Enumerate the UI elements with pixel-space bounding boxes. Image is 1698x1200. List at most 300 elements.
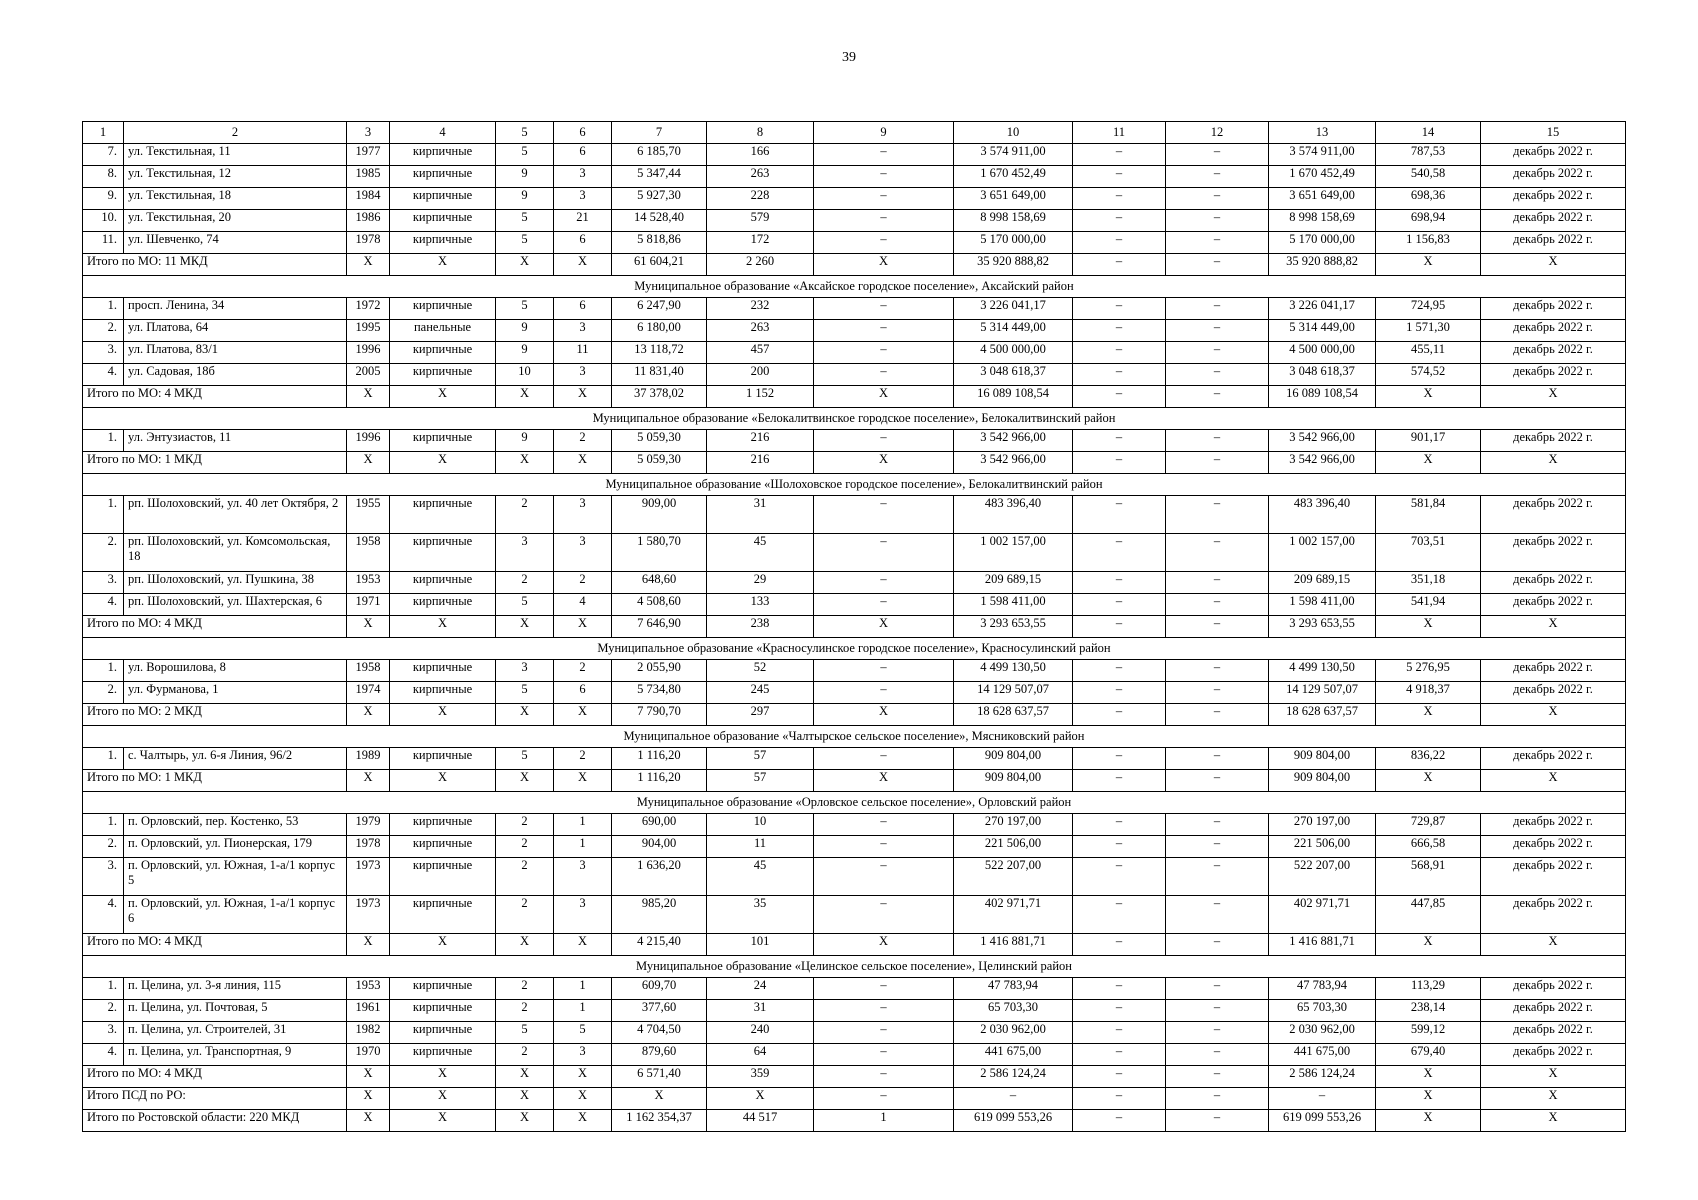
table-cell: 221 506,00 xyxy=(954,836,1073,858)
table-cell: 402 971,71 xyxy=(954,896,1073,934)
total-cell: X xyxy=(1376,770,1481,792)
header-cell: 6 xyxy=(554,122,612,144)
table-cell: – xyxy=(814,814,954,836)
table-cell: 4. xyxy=(83,594,124,616)
total-cell: 2 260 xyxy=(707,254,814,276)
grand-total-cell: X xyxy=(347,1088,390,1110)
table-cell: 648,60 xyxy=(612,572,707,594)
table-cell: кирпичные xyxy=(390,748,496,770)
table-cell: 447,85 xyxy=(1376,896,1481,934)
table-cell: 4. xyxy=(83,364,124,386)
table-cell: 1. xyxy=(83,748,124,770)
table-cell: – xyxy=(1166,144,1269,166)
header-cell: 13 xyxy=(1269,122,1376,144)
table-cell: 787,53 xyxy=(1376,144,1481,166)
total-label: Итого по МО: 11 МКД xyxy=(83,254,347,276)
total-cell: 1 116,20 xyxy=(612,770,707,792)
total-cell: X xyxy=(1376,704,1481,726)
table-cell: 1961 xyxy=(347,1000,390,1022)
table-cell: 166 xyxy=(707,144,814,166)
header-cell: 10 xyxy=(954,122,1073,144)
table-cell: 579 xyxy=(707,210,814,232)
total-cell: – xyxy=(1073,452,1166,474)
table-cell: 5 818,86 xyxy=(612,232,707,254)
grand-total-cell: – xyxy=(1073,1088,1166,1110)
table-cell: 3 xyxy=(496,660,554,682)
table-cell: 228 xyxy=(707,188,814,210)
table-cell: – xyxy=(1073,342,1166,364)
table-cell: 1 156,83 xyxy=(1376,232,1481,254)
table-cell: – xyxy=(1166,594,1269,616)
total-cell: X xyxy=(347,704,390,726)
table-cell: декабрь 2022 г. xyxy=(1481,896,1626,934)
table-cell: 200 xyxy=(707,364,814,386)
total-cell: 3 293 653,55 xyxy=(1269,616,1376,638)
table-cell: – xyxy=(1166,814,1269,836)
table-cell: декабрь 2022 г. xyxy=(1481,1022,1626,1044)
address-cell: ул. Текстильная, 12 xyxy=(124,166,347,188)
table-cell: 1996 xyxy=(347,430,390,452)
header-cell: 4 xyxy=(390,122,496,144)
table-cell: 21 xyxy=(554,210,612,232)
grand-total-cell: X xyxy=(554,1110,612,1132)
grand-total-cell: X xyxy=(1376,1088,1481,1110)
table-cell: декабрь 2022 г. xyxy=(1481,144,1626,166)
total-cell: – xyxy=(1073,770,1166,792)
table-cell: 377,60 xyxy=(612,1000,707,1022)
table-cell: 441 675,00 xyxy=(1269,1044,1376,1066)
table-cell: декабрь 2022 г. xyxy=(1481,188,1626,210)
table-cell: 5 xyxy=(496,748,554,770)
total-cell: X xyxy=(1481,934,1626,956)
table-cell: – xyxy=(1073,748,1166,770)
table-cell: 2 030 962,00 xyxy=(954,1022,1073,1044)
table-cell: – xyxy=(1073,496,1166,534)
total-cell: X xyxy=(1481,452,1626,474)
address-cell: п. Орловский, ул. Пионерская, 179 xyxy=(124,836,347,858)
header-cell: 5 xyxy=(496,122,554,144)
grand-total-cell: 619 099 553,26 xyxy=(954,1110,1073,1132)
grand-total-label: Итого по Ростовской области: 220 МКД xyxy=(83,1110,347,1132)
table-cell: – xyxy=(814,210,954,232)
table-cell: декабрь 2022 г. xyxy=(1481,430,1626,452)
table-cell: кирпичные xyxy=(390,836,496,858)
total-cell: 2 586 124,24 xyxy=(954,1066,1073,1088)
total-cell: 16 089 108,54 xyxy=(1269,386,1376,408)
address-cell: п. Целина, ул. Транспортная, 9 xyxy=(124,1044,347,1066)
table-cell: 1979 xyxy=(347,814,390,836)
table-row xyxy=(83,166,1626,188)
address-cell: с. Чалтырь, ул. 6-я Линия, 96/2 xyxy=(124,748,347,770)
section-row xyxy=(83,474,1626,496)
table-row xyxy=(83,320,1626,342)
total-cell: – xyxy=(1166,704,1269,726)
address-cell: ул. Ворошилова, 8 xyxy=(124,660,347,682)
table-cell: кирпичные xyxy=(390,496,496,534)
total-cell: 35 920 888,82 xyxy=(1269,254,1376,276)
table-cell: 3. xyxy=(83,858,124,896)
table-cell: – xyxy=(1073,298,1166,320)
table-cell: – xyxy=(1073,1000,1166,1022)
total-cell: 16 089 108,54 xyxy=(954,386,1073,408)
total-cell: 37 378,02 xyxy=(612,386,707,408)
section-row xyxy=(83,408,1626,430)
table-cell: 1 636,20 xyxy=(612,858,707,896)
table-cell: 1982 xyxy=(347,1022,390,1044)
total-cell: 3 542 966,00 xyxy=(954,452,1073,474)
header-cell: 7 xyxy=(612,122,707,144)
address-cell: ул. Текстильная, 18 xyxy=(124,188,347,210)
table-cell: 2 xyxy=(554,748,612,770)
table-cell: 4 704,50 xyxy=(612,1022,707,1044)
grand-total-cell: 1 162 354,37 xyxy=(612,1110,707,1132)
table-cell: 47 783,94 xyxy=(1269,978,1376,1000)
table-cell: декабрь 2022 г. xyxy=(1481,682,1626,704)
table-cell: 4 499 130,50 xyxy=(954,660,1073,682)
total-cell: X xyxy=(1376,254,1481,276)
table-row xyxy=(83,534,1626,572)
table-cell: 3 xyxy=(554,534,612,572)
total-cell: – xyxy=(1073,704,1166,726)
table-cell: кирпичные xyxy=(390,210,496,232)
table-cell: 14 528,40 xyxy=(612,210,707,232)
table-cell: кирпичные xyxy=(390,1044,496,1066)
table-cell: 1953 xyxy=(347,572,390,594)
table-cell: декабрь 2022 г. xyxy=(1481,1000,1626,1022)
table-cell: 703,51 xyxy=(1376,534,1481,572)
table-cell: кирпичные xyxy=(390,594,496,616)
total-cell: – xyxy=(1166,254,1269,276)
table-cell: 402 971,71 xyxy=(1269,896,1376,934)
table-cell: – xyxy=(1166,1000,1269,1022)
table-cell: 5 xyxy=(496,682,554,704)
address-cell: п. Целина, ул. Почтовая, 5 xyxy=(124,1000,347,1022)
table-row xyxy=(83,232,1626,254)
table-cell: 724,95 xyxy=(1376,298,1481,320)
total-cell: 1 416 881,71 xyxy=(1269,934,1376,956)
table-cell: 45 xyxy=(707,534,814,572)
table-cell: 679,40 xyxy=(1376,1044,1481,1066)
header-cell: 12 xyxy=(1166,122,1269,144)
grand-total-cell: X xyxy=(496,1110,554,1132)
grand-total-cell: – xyxy=(1166,1088,1269,1110)
total-cell: 1 416 881,71 xyxy=(954,934,1073,956)
table-cell: 2 055,90 xyxy=(612,660,707,682)
total-label: Итого по МО: 1 МКД xyxy=(83,770,347,792)
address-cell: ул. Шевченко, 74 xyxy=(124,232,347,254)
table-cell: – xyxy=(814,660,954,682)
address-cell: п. Целина, ул. Строителей, 31 xyxy=(124,1022,347,1044)
table-cell: 5 xyxy=(496,1022,554,1044)
total-row xyxy=(83,452,1626,474)
table-cell: декабрь 2022 г. xyxy=(1481,836,1626,858)
table-cell: кирпичные xyxy=(390,814,496,836)
table-cell: 1989 xyxy=(347,748,390,770)
table-cell: 7. xyxy=(83,144,124,166)
table-cell: 1 xyxy=(554,836,612,858)
table-cell: – xyxy=(1166,298,1269,320)
table-cell: 216 xyxy=(707,430,814,452)
table-cell: 2 xyxy=(554,572,612,594)
table-cell: 540,58 xyxy=(1376,166,1481,188)
total-cell: X xyxy=(390,934,496,956)
table-cell: 3 542 966,00 xyxy=(954,430,1073,452)
total-cell: X xyxy=(1481,386,1626,408)
table-cell: декабрь 2022 г. xyxy=(1481,320,1626,342)
total-cell: 2 586 124,24 xyxy=(1269,1066,1376,1088)
table-cell: 1977 xyxy=(347,144,390,166)
table-cell: 2 xyxy=(496,836,554,858)
table-cell: 2 xyxy=(554,660,612,682)
table-cell: 209 689,15 xyxy=(1269,572,1376,594)
address-cell: ул. Платова, 83/1 xyxy=(124,342,347,364)
table-cell: 4 500 000,00 xyxy=(954,342,1073,364)
total-cell: X xyxy=(554,770,612,792)
table-cell: 24 xyxy=(707,978,814,1000)
table-cell: 1 598 411,00 xyxy=(1269,594,1376,616)
table-row xyxy=(83,1044,1626,1066)
table-cell: 65 703,30 xyxy=(954,1000,1073,1022)
table-cell: кирпичные xyxy=(390,660,496,682)
table-cell: 522 207,00 xyxy=(954,858,1073,896)
total-cell: X xyxy=(554,934,612,956)
table-cell: 9 xyxy=(496,320,554,342)
table-cell: 5 xyxy=(496,594,554,616)
total-cell: 101 xyxy=(707,934,814,956)
total-cell: 1 152 xyxy=(707,386,814,408)
page-number: 39 xyxy=(842,50,856,65)
table-cell: 457 xyxy=(707,342,814,364)
total-cell: 18 628 637,57 xyxy=(1269,704,1376,726)
total-cell: X xyxy=(347,1066,390,1088)
table-row xyxy=(83,836,1626,858)
table-row xyxy=(83,858,1626,896)
total-cell: X xyxy=(554,1066,612,1088)
table-cell: – xyxy=(814,364,954,386)
table-cell: 9. xyxy=(83,188,124,210)
section-title: Муниципальное образование «Чалтырское сельское поселение», Мясниковский район xyxy=(83,726,1626,748)
address-cell: просп. Ленина, 34 xyxy=(124,298,347,320)
table-cell: 10 xyxy=(496,364,554,386)
total-label: Итого по МО: 4 МКД xyxy=(83,934,347,956)
total-cell: X xyxy=(814,934,954,956)
table-row xyxy=(83,188,1626,210)
table-cell: 1 xyxy=(554,1000,612,1022)
table-cell: 9 xyxy=(496,188,554,210)
table-cell: кирпичные xyxy=(390,682,496,704)
table-cell: 574,52 xyxy=(1376,364,1481,386)
table-cell: – xyxy=(814,188,954,210)
table-cell: 3 542 966,00 xyxy=(1269,430,1376,452)
table-cell: – xyxy=(1073,430,1166,452)
table-cell: 238,14 xyxy=(1376,1000,1481,1022)
table-cell: 2 xyxy=(496,978,554,1000)
table-cell: панельные xyxy=(390,320,496,342)
total-cell: X xyxy=(814,254,954,276)
table-cell: декабрь 2022 г. xyxy=(1481,496,1626,534)
table-cell: – xyxy=(814,594,954,616)
header-cell: 14 xyxy=(1376,122,1481,144)
table-cell: – xyxy=(1166,660,1269,682)
total-cell: 35 920 888,82 xyxy=(954,254,1073,276)
table-row xyxy=(83,682,1626,704)
total-cell: 61 604,21 xyxy=(612,254,707,276)
table-cell: декабрь 2022 г. xyxy=(1481,342,1626,364)
table-cell: 4. xyxy=(83,896,124,934)
table-cell: 11 831,40 xyxy=(612,364,707,386)
table-cell: декабрь 2022 г. xyxy=(1481,1044,1626,1066)
total-cell: X xyxy=(347,452,390,474)
table-cell: 3 xyxy=(554,496,612,534)
table-cell: 4 500 000,00 xyxy=(1269,342,1376,364)
header-cell: 15 xyxy=(1481,122,1626,144)
table-cell: 1970 xyxy=(347,1044,390,1066)
table-body xyxy=(83,122,1626,1132)
table-cell: – xyxy=(814,342,954,364)
total-cell: X xyxy=(1481,704,1626,726)
table-cell: кирпичные xyxy=(390,342,496,364)
total-cell: X xyxy=(554,452,612,474)
table-cell: 3. xyxy=(83,342,124,364)
total-row xyxy=(83,770,1626,792)
grand-total-cell: – xyxy=(1073,1110,1166,1132)
table-cell: 11 xyxy=(707,836,814,858)
table-row xyxy=(83,298,1626,320)
table-cell: 5 314 449,00 xyxy=(1269,320,1376,342)
grand-total-cell: 619 099 553,26 xyxy=(1269,1110,1376,1132)
table-cell: кирпичные xyxy=(390,858,496,896)
table-cell: 1984 xyxy=(347,188,390,210)
total-cell: X xyxy=(390,704,496,726)
table-cell: – xyxy=(1073,210,1166,232)
header-cell: 9 xyxy=(814,122,954,144)
table-cell: 64 xyxy=(707,1044,814,1066)
total-label: Итого по МО: 4 МКД xyxy=(83,386,347,408)
table-cell: кирпичные xyxy=(390,430,496,452)
section-title: Муниципальное образование «Красносулинское городское поселение», Красносулинский район xyxy=(83,638,1626,660)
table-cell: 3. xyxy=(83,1022,124,1044)
total-row xyxy=(83,934,1626,956)
table-cell: 245 xyxy=(707,682,814,704)
table-cell: 45 xyxy=(707,858,814,896)
total-cell: X xyxy=(390,452,496,474)
table-cell: 5 170 000,00 xyxy=(954,232,1073,254)
table-cell: 1 116,20 xyxy=(612,748,707,770)
table-cell: 729,87 xyxy=(1376,814,1481,836)
table-cell: 698,94 xyxy=(1376,210,1481,232)
table-cell: 455,11 xyxy=(1376,342,1481,364)
table-cell: – xyxy=(1073,660,1166,682)
table-cell: 5 059,30 xyxy=(612,430,707,452)
table-row xyxy=(83,594,1626,616)
total-cell: 238 xyxy=(707,616,814,638)
table-cell: – xyxy=(814,836,954,858)
total-cell: – xyxy=(1073,386,1166,408)
total-cell: X xyxy=(1481,1066,1626,1088)
table-cell: декабрь 2022 г. xyxy=(1481,594,1626,616)
table-cell: – xyxy=(1166,364,1269,386)
table-cell: 1972 xyxy=(347,298,390,320)
total-cell: – xyxy=(1073,616,1166,638)
table-cell: – xyxy=(1073,534,1166,572)
section-title: Муниципальное образование «Шолоховское городское поселение», Белокалитвинский район xyxy=(83,474,1626,496)
table-cell: 3 xyxy=(554,1044,612,1066)
section-title: Муниципальное образование «Целинское сельское поселение», Целинский район xyxy=(83,956,1626,978)
table-cell: 14 129 507,07 xyxy=(954,682,1073,704)
total-row xyxy=(83,616,1626,638)
total-cell: – xyxy=(1166,1066,1269,1088)
table-cell: 690,00 xyxy=(612,814,707,836)
housing-table xyxy=(82,121,1626,1132)
total-cell: X xyxy=(347,770,390,792)
table-cell: 3 651 649,00 xyxy=(1269,188,1376,210)
total-cell: X xyxy=(496,452,554,474)
table-cell: – xyxy=(1073,232,1166,254)
table-cell: 1995 xyxy=(347,320,390,342)
table-cell: 14 129 507,07 xyxy=(1269,682,1376,704)
total-cell: X xyxy=(496,704,554,726)
table-cell: 4 499 130,50 xyxy=(1269,660,1376,682)
total-cell: – xyxy=(1073,1066,1166,1088)
total-cell: 3 542 966,00 xyxy=(1269,452,1376,474)
grand-total-cell: X xyxy=(612,1088,707,1110)
total-cell: X xyxy=(554,254,612,276)
section-row xyxy=(83,792,1626,814)
table-cell: 10. xyxy=(83,210,124,232)
table-cell: – xyxy=(1073,1022,1166,1044)
table-cell: 5 xyxy=(554,1022,612,1044)
table-cell: 1978 xyxy=(347,836,390,858)
table-cell: 5 314 449,00 xyxy=(954,320,1073,342)
table-cell: кирпичные xyxy=(390,144,496,166)
table-cell: 3 048 618,37 xyxy=(1269,364,1376,386)
address-cell: рп. Шолоховский, ул. Пушкина, 38 xyxy=(124,572,347,594)
table-cell: – xyxy=(1166,496,1269,534)
table-cell: 5 xyxy=(496,144,554,166)
total-cell: X xyxy=(390,386,496,408)
table-cell: 1. xyxy=(83,496,124,534)
table-cell: 2 xyxy=(496,1044,554,1066)
table-cell: декабрь 2022 г. xyxy=(1481,166,1626,188)
section-row xyxy=(83,276,1626,298)
table-row xyxy=(83,1000,1626,1022)
table-cell: 6 xyxy=(554,144,612,166)
table-cell: 3 xyxy=(496,534,554,572)
table-cell: 2 xyxy=(496,1000,554,1022)
table-cell: 3 xyxy=(554,896,612,934)
table-cell: – xyxy=(1166,534,1269,572)
total-cell: X xyxy=(390,1066,496,1088)
table-cell: – xyxy=(814,496,954,534)
table-cell: – xyxy=(1073,896,1166,934)
total-cell: X xyxy=(390,616,496,638)
table-cell: – xyxy=(1073,978,1166,1000)
total-cell: X xyxy=(1376,452,1481,474)
table-cell: 5 347,44 xyxy=(612,166,707,188)
total-row xyxy=(83,254,1626,276)
table-cell: 1974 xyxy=(347,682,390,704)
table-cell: кирпичные xyxy=(390,1022,496,1044)
table-cell: 909 804,00 xyxy=(954,748,1073,770)
total-cell: 216 xyxy=(707,452,814,474)
table-cell: кирпичные xyxy=(390,298,496,320)
table-cell: 2 xyxy=(496,572,554,594)
table-cell: кирпичные xyxy=(390,978,496,1000)
total-cell: X xyxy=(496,254,554,276)
table-cell: декабрь 2022 г. xyxy=(1481,858,1626,896)
total-cell: 297 xyxy=(707,704,814,726)
table-cell: 263 xyxy=(707,166,814,188)
